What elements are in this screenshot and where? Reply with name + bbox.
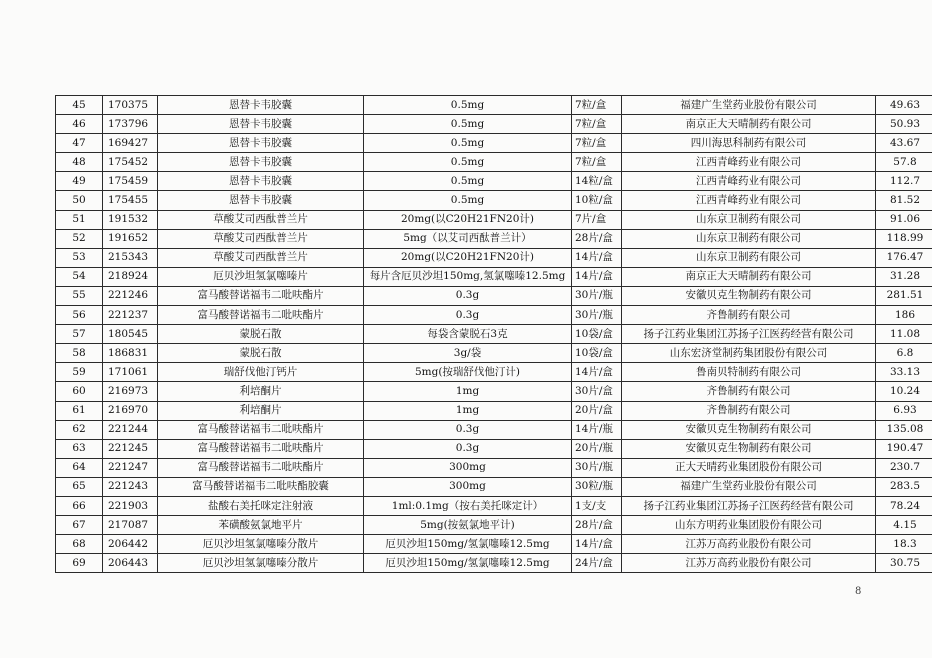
package-cell: 7粒/盒 (572, 115, 622, 134)
specification-cell: 0.5mg (364, 96, 572, 115)
table-row (56, 229, 932, 248)
row-index-cell: 66 (56, 496, 103, 515)
row-index-cell: 52 (56, 229, 103, 248)
package-cell: 7片/盒 (572, 210, 622, 229)
price-cell: 186 (876, 306, 932, 325)
specification-cell: 每片含厄贝沙坦150mg,氢氯噻嗪12.5mg (364, 267, 572, 286)
specification-cell: 20mg(以C20H21FN20计) (364, 210, 572, 229)
product-code-cell: 216973 (103, 382, 158, 401)
price-cell: 4.15 (876, 516, 932, 535)
row-index-cell: 65 (56, 477, 103, 496)
specification-cell: 5mg(按氨氯地平计) (364, 516, 572, 535)
manufacturer-cell: 江苏万高药业股份有限公司 (622, 535, 876, 554)
drug-name-cell: 草酸艾司西酞普兰片 (158, 229, 364, 248)
package-cell: 10袋/盒 (572, 344, 622, 363)
product-code-cell: 221245 (103, 439, 158, 458)
price-cell: 6.93 (876, 401, 932, 420)
table-row (56, 153, 932, 172)
package-cell: 30片/瓶 (572, 286, 622, 305)
page-number: 8 (855, 586, 862, 597)
drug-name-cell: 富马酸替诺福韦二吡呋酯片 (158, 306, 364, 325)
price-cell: 81.52 (876, 191, 932, 210)
price-cell: 30.75 (876, 554, 932, 573)
price-cell: 50.93 (876, 115, 932, 134)
row-index-cell: 67 (56, 516, 103, 535)
row-index-cell: 63 (56, 439, 103, 458)
drug-name-cell: 恩替卡韦胶囊 (158, 115, 364, 134)
manufacturer-cell: 齐鲁制药有限公司 (622, 382, 876, 401)
package-cell: 28片/盒 (572, 516, 622, 535)
row-index-cell: 48 (56, 153, 103, 172)
row-index-cell: 57 (56, 325, 103, 344)
specification-cell: 300mg (364, 477, 572, 496)
table-row (56, 516, 932, 535)
table-row (56, 382, 932, 401)
product-code-cell: 170375 (103, 96, 158, 115)
drug-name-cell: 盐酸右美托咪定注射液 (158, 496, 364, 515)
specification-cell: 5mg（以艾司西酞普兰计） (364, 229, 572, 248)
row-index-cell: 56 (56, 306, 103, 325)
table-row (56, 477, 932, 496)
drug-name-cell: 恩替卡韦胶囊 (158, 134, 364, 153)
drug-name-cell: 苯磺酸氨氯地平片 (158, 516, 364, 535)
row-index-cell: 53 (56, 248, 103, 267)
price-cell: 91.06 (876, 210, 932, 229)
manufacturer-cell: 南京正大天晴制药有限公司 (622, 115, 876, 134)
price-cell: 43.67 (876, 134, 932, 153)
price-cell: 57.8 (876, 153, 932, 172)
drug-name-cell: 富马酸替诺福韦二吡呋酯片 (158, 439, 364, 458)
specification-cell: 0.5mg (364, 115, 572, 134)
package-cell: 30粒/瓶 (572, 477, 622, 496)
specification-cell: 20mg(以C20H21FN20计) (364, 248, 572, 267)
drug-name-cell: 蒙脱石散 (158, 325, 364, 344)
row-index-cell: 50 (56, 191, 103, 210)
drug-name-cell: 恩替卡韦胶囊 (158, 153, 364, 172)
specification-cell: 0.3g (364, 306, 572, 325)
table-row (56, 439, 932, 458)
drug-name-cell: 富马酸替诺福韦二吡呋酯片 (158, 420, 364, 439)
price-cell: 281.51 (876, 286, 932, 305)
table-row (56, 496, 932, 515)
specification-cell: 0.5mg (364, 191, 572, 210)
table-row (56, 344, 932, 363)
specification-cell: 1ml:0.1mg（按右美托咪定计） (364, 496, 572, 515)
product-code-cell: 180545 (103, 325, 158, 344)
specification-cell: 0.5mg (364, 134, 572, 153)
row-index-cell: 62 (56, 420, 103, 439)
table-row (56, 267, 932, 286)
product-code-cell: 221903 (103, 496, 158, 515)
product-code-cell: 221237 (103, 306, 158, 325)
row-index-cell: 55 (56, 286, 103, 305)
product-code-cell: 175459 (103, 172, 158, 191)
drug-name-cell: 利培酮片 (158, 382, 364, 401)
price-cell: 78.24 (876, 496, 932, 515)
drug-name-cell: 厄贝沙坦氢氯噻嗪分散片 (158, 554, 364, 573)
package-cell: 30片/瓶 (572, 458, 622, 477)
product-code-cell: 175455 (103, 191, 158, 210)
specification-cell: 每袋含蒙脱石3克 (364, 325, 572, 344)
product-code-cell: 186831 (103, 344, 158, 363)
table-row (56, 458, 932, 477)
specification-cell: 5mg(按瑞舒伐他汀计) (364, 363, 572, 382)
drug-name-cell: 草酸艾司西酞普兰片 (158, 248, 364, 267)
price-cell: 33.13 (876, 363, 932, 382)
table-body (56, 96, 932, 573)
row-index-cell: 61 (56, 401, 103, 420)
package-cell: 24片/盒 (572, 554, 622, 573)
row-index-cell: 60 (56, 382, 103, 401)
package-cell: 30片/盒 (572, 382, 622, 401)
manufacturer-cell: 江西青峰药业有限公司 (622, 153, 876, 172)
package-cell: 30片/瓶 (572, 306, 622, 325)
product-code-cell: 206442 (103, 535, 158, 554)
package-cell: 20片/瓶 (572, 439, 622, 458)
drug-name-cell: 草酸艾司西酞普兰片 (158, 210, 364, 229)
manufacturer-cell: 鲁南贝特制药有限公司 (622, 363, 876, 382)
manufacturer-cell: 江西青峰药业有限公司 (622, 191, 876, 210)
specification-cell: 1mg (364, 382, 572, 401)
price-cell: 49.63 (876, 96, 932, 115)
drug-name-cell: 富马酸替诺福韦二吡呋酯片 (158, 458, 364, 477)
specification-cell: 0.5mg (364, 172, 572, 191)
manufacturer-cell: 齐鲁制药有限公司 (622, 306, 876, 325)
row-index-cell: 54 (56, 267, 103, 286)
price-cell: 190.47 (876, 439, 932, 458)
manufacturer-cell: 扬子江药业集团江苏扬子江医药经营有限公司 (622, 496, 876, 515)
package-cell: 7粒/盒 (572, 96, 622, 115)
product-code-cell: 217087 (103, 516, 158, 535)
table-row (56, 96, 932, 115)
product-code-cell: 218924 (103, 267, 158, 286)
manufacturer-cell: 安徽贝克生物制药有限公司 (622, 286, 876, 305)
table-row (56, 306, 932, 325)
table-row (56, 172, 932, 191)
manufacturer-cell: 安徽贝克生物制药有限公司 (622, 420, 876, 439)
product-code-cell: 216970 (103, 401, 158, 420)
product-code-cell: 206443 (103, 554, 158, 573)
table-row (56, 115, 932, 134)
product-code-cell: 221243 (103, 477, 158, 496)
product-code-cell: 169427 (103, 134, 158, 153)
row-index-cell: 45 (56, 96, 103, 115)
table-row (56, 401, 932, 420)
manufacturer-cell: 扬子江药业集团江苏扬子江医药经营有限公司 (622, 325, 876, 344)
price-cell: 283.5 (876, 477, 932, 496)
product-code-cell: 191652 (103, 229, 158, 248)
table-row (56, 535, 932, 554)
price-cell: 135.08 (876, 420, 932, 439)
package-cell: 14片/盒 (572, 267, 622, 286)
manufacturer-cell: 江西青峰药业有限公司 (622, 172, 876, 191)
product-code-cell: 175452 (103, 153, 158, 172)
manufacturer-cell: 山东宏济堂制药集团股份有限公司 (622, 344, 876, 363)
manufacturer-cell: 安徽贝克生物制药有限公司 (622, 439, 876, 458)
row-index-cell: 68 (56, 535, 103, 554)
manufacturer-cell: 福建广生堂药业股份有限公司 (622, 96, 876, 115)
specification-cell: 300mg (364, 458, 572, 477)
price-cell: 118.99 (876, 229, 932, 248)
row-index-cell: 69 (56, 554, 103, 573)
specification-cell: 厄贝沙坦150mg/氢氯噻嗪12.5mg (364, 535, 572, 554)
drug-price-table (55, 95, 932, 573)
manufacturer-cell: 四川海思科制药有限公司 (622, 134, 876, 153)
drug-name-cell: 厄贝沙坦氢氯噻嗪分散片 (158, 535, 364, 554)
drug-name-cell: 富马酸替诺福韦二吡呋酯胶囊 (158, 477, 364, 496)
drug-name-cell: 利培酮片 (158, 401, 364, 420)
product-code-cell: 171061 (103, 363, 158, 382)
package-cell: 14片/盒 (572, 535, 622, 554)
manufacturer-cell: 江苏万高药业股份有限公司 (622, 554, 876, 573)
product-code-cell: 215343 (103, 248, 158, 267)
manufacturer-cell: 山东京卫制药有限公司 (622, 210, 876, 229)
table-row (56, 191, 932, 210)
product-code-cell: 173796 (103, 115, 158, 134)
specification-cell: 1mg (364, 401, 572, 420)
table-row (56, 248, 932, 267)
specification-cell: 0.5mg (364, 153, 572, 172)
row-index-cell: 58 (56, 344, 103, 363)
table-row (56, 420, 932, 439)
row-index-cell: 59 (56, 363, 103, 382)
manufacturer-cell: 正大天晴药业集团股份有限公司 (622, 458, 876, 477)
price-cell: 230.7 (876, 458, 932, 477)
specification-cell: 0.3g (364, 286, 572, 305)
price-cell: 11.08 (876, 325, 932, 344)
price-cell: 18.3 (876, 535, 932, 554)
price-cell: 6.8 (876, 344, 932, 363)
drug-name-cell: 恩替卡韦胶囊 (158, 172, 364, 191)
price-cell: 176.47 (876, 248, 932, 267)
product-code-cell: 221246 (103, 286, 158, 305)
price-cell: 112.7 (876, 172, 932, 191)
manufacturer-cell: 山东京卫制药有限公司 (622, 229, 876, 248)
product-code-cell: 221244 (103, 420, 158, 439)
package-cell: 1支/支 (572, 496, 622, 515)
manufacturer-cell: 福建广生堂药业股份有限公司 (622, 477, 876, 496)
package-cell: 28片/盒 (572, 229, 622, 248)
drug-name-cell: 瑞舒伐他汀钙片 (158, 363, 364, 382)
package-cell: 10袋/盒 (572, 325, 622, 344)
table-row (56, 363, 932, 382)
package-cell: 10粒/盒 (572, 191, 622, 210)
manufacturer-cell: 齐鲁制药有限公司 (622, 401, 876, 420)
specification-cell: 0.3g (364, 420, 572, 439)
drug-name-cell: 蒙脱石散 (158, 344, 364, 363)
row-index-cell: 47 (56, 134, 103, 153)
price-cell: 10.24 (876, 382, 932, 401)
package-cell: 7粒/盒 (572, 134, 622, 153)
table-row (56, 554, 932, 573)
specification-cell: 3g/袋 (364, 344, 572, 363)
specification-cell: 厄贝沙坦150mg/氢氯噻嗪12.5mg (364, 554, 572, 573)
drug-name-cell: 恩替卡韦胶囊 (158, 96, 364, 115)
package-cell: 7粒/盒 (572, 153, 622, 172)
table-row (56, 325, 932, 344)
specification-cell: 0.3g (364, 439, 572, 458)
package-cell: 14片/盒 (572, 248, 622, 267)
package-cell: 20片/盒 (572, 401, 622, 420)
drug-name-cell: 厄贝沙坦氢氯噻嗪片 (158, 267, 364, 286)
table-row (56, 134, 932, 153)
row-index-cell: 51 (56, 210, 103, 229)
table-row (56, 210, 932, 229)
manufacturer-cell: 南京正大天晴制药有限公司 (622, 267, 876, 286)
package-cell: 14片/瓶 (572, 420, 622, 439)
row-index-cell: 64 (56, 458, 103, 477)
row-index-cell: 46 (56, 115, 103, 134)
manufacturer-cell: 山东方明药业集团股份有限公司 (622, 516, 876, 535)
drug-name-cell: 富马酸替诺福韦二吡呋酯片 (158, 286, 364, 305)
product-code-cell: 191532 (103, 210, 158, 229)
package-cell: 14片/盒 (572, 363, 622, 382)
price-cell: 31.28 (876, 267, 932, 286)
product-code-cell: 221247 (103, 458, 158, 477)
row-index-cell: 49 (56, 172, 103, 191)
drug-name-cell: 恩替卡韦胶囊 (158, 191, 364, 210)
manufacturer-cell: 山东京卫制药有限公司 (622, 248, 876, 267)
package-cell: 14粒/盒 (572, 172, 622, 191)
table-row (56, 286, 932, 305)
